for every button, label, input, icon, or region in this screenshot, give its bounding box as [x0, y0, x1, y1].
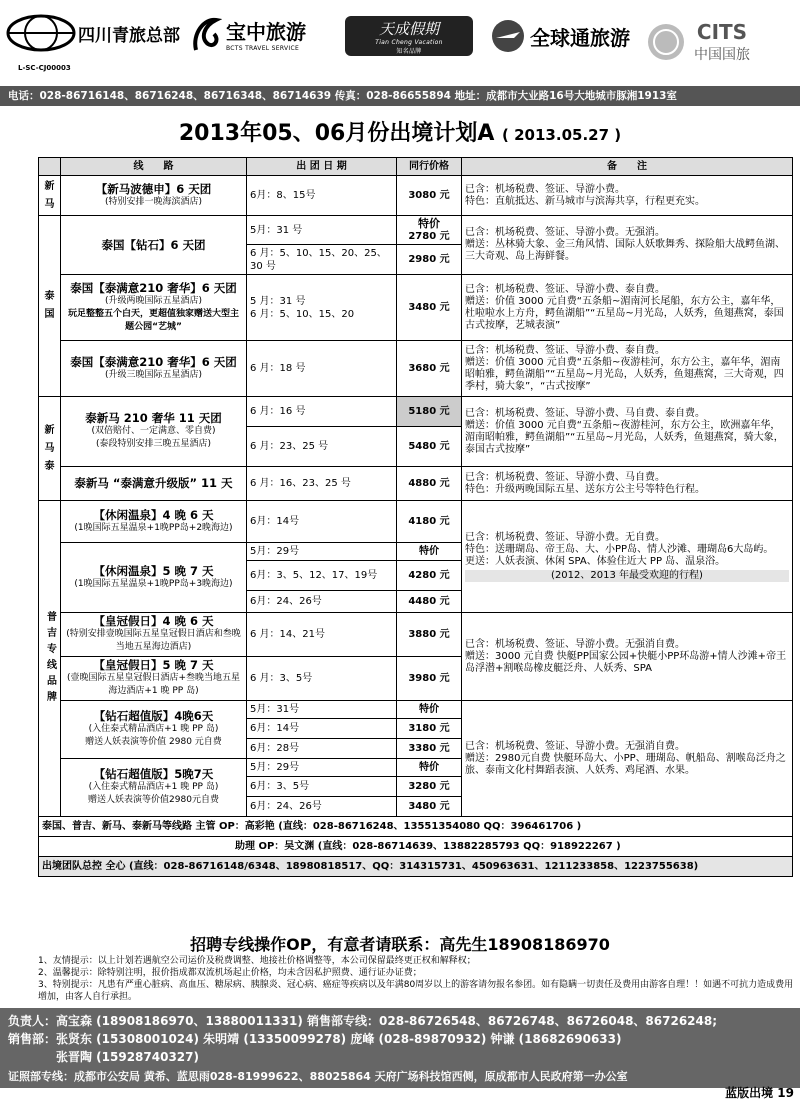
price-cell: 4280 元 [397, 561, 462, 591]
table-row [39, 501, 793, 543]
price-cell: 特价 [397, 543, 462, 561]
tip-line: 2、温馨提示：除特别注明，报价指成都双流机场起止价格，均未含因私护照费、通行证办证费； [38, 968, 422, 978]
header-route: 线 路 [61, 158, 247, 176]
route-extra: 玩足整整五个白天，更超值独家赠送大型主题公园“艺城” [67, 308, 239, 332]
price-cell: 3080 元 [397, 176, 462, 216]
op-row [39, 817, 793, 837]
tip-line: 1、友情提示：以上计划若遇航空公司运价及税费调整、地接社价格调整等，本公司保留最终更正权和解释权； [38, 956, 476, 966]
date-cell: 6 月：23、25 号 [247, 427, 397, 467]
title-date: ( 2013.05.27 ) [502, 126, 622, 144]
staff-bar [0, 1008, 800, 1088]
remark-cell [462, 176, 793, 216]
staff-line: 负责人：高宝森 (18908186970、13880011331) 销售部专线：028-86726548、86726748、86726048、86726248; [8, 1014, 718, 1028]
date-line: 6 月：5、10、15、20 [250, 308, 355, 320]
remark-line: 赠送：价值 3000 元自费“五条船~湄南河长尾船，东方公主，嘉年华，杜啦啦水上方舟，鳄鱼湖船”“五星岛~月光岛，人妖秀，鱼翅燕窝，泰国古式按摩，艺城表演” [465, 295, 784, 331]
price-cell: 4880 元 [397, 467, 462, 501]
remark-cell [462, 501, 793, 613]
logo-name: 宝中旅游 [226, 20, 306, 44]
route-note: (1晚国际五星温泉+1晚PP岛+3晚海边) [74, 578, 233, 589]
route-note: (1晚国际五星温泉+1晚PP岛+2晚海边) [74, 522, 233, 533]
table-row [39, 613, 793, 657]
remark-line: 特色：直航抵达、新马城市与滨海共享，行程更充实。 [465, 195, 705, 207]
remark-line: 已含：机场税费、签证、导游小费、泰自费。 [465, 283, 665, 295]
route-cell [61, 275, 247, 341]
date-cell: 6 月：5、10、15、20、25、30 号 [247, 245, 397, 275]
page-title [0, 116, 800, 147]
plane-globe-icon [490, 18, 526, 54]
remark-line: 赠送：丛林骑大象、金三角风情、国际人妖歌舞秀、探险船大战鳄鱼湖、三大奇观、岛上海鲜餐。 [465, 239, 785, 262]
price-cell: 5480 元 [397, 427, 462, 467]
remark-line: 已含：机场税费、签证、导游小费、马自费。 [465, 471, 665, 483]
globe-logo-icon [6, 14, 76, 52]
remark-cell [462, 397, 793, 467]
table-row [39, 397, 793, 427]
cits-emblem-icon [642, 22, 690, 62]
logo-sub: Tian Cheng Vacation [375, 38, 443, 46]
remark-line: 已含：机场税费、签证、导游小费。无强消自费。 [465, 740, 685, 752]
header-remarks: 备 注 [462, 158, 793, 176]
route-note: (升级两晚国际五星酒店) [104, 295, 203, 306]
table-row [39, 701, 793, 719]
route-title: 【钻石超值版】4晚6天 [93, 709, 214, 723]
price-cell: 3480 元 [397, 275, 462, 341]
region-cell: 新马 [39, 176, 61, 216]
logo-sub2: 知名品牌 [396, 47, 422, 55]
route-note: (特别安排一晚海滨酒店) [104, 196, 203, 207]
table-row [39, 216, 793, 245]
date-cell: 6月：24、26号 [247, 591, 397, 613]
price-cell: 3180 元 [397, 719, 462, 739]
logo-quanqiutong [490, 18, 630, 54]
remark-line: 已含：机场税费、签证、导游小费。无自费。 [465, 531, 665, 543]
remark-line: 特色：升级两晚国际五星、送东方公主号等特色行程。 [465, 483, 705, 495]
route-note: (双倍赔付、一定满意、零自费) [91, 426, 216, 436]
remark-cell [462, 701, 793, 817]
logo-name: 四川青旅总部 [78, 25, 180, 46]
recruit-banner: 招聘专线操作OP，有意者请联系：高先生18908186970 [190, 935, 610, 954]
price-cell: 3280 元 [397, 777, 462, 797]
route-note: (泰段特别安排三晚五星酒店) [95, 439, 212, 449]
route-title: 泰国【钻石】6 天团 [101, 237, 206, 252]
header-blank [39, 158, 61, 176]
price-cell: 3880 元 [397, 613, 462, 657]
remark-cell [462, 341, 793, 397]
price-cell [397, 216, 462, 245]
op-contact: 泰国、普吉、新马、泰新马等线路 主管 OP：高彩艳 (直线：028-86716248、13551354080 QQ：396461706 ) [39, 817, 793, 837]
remark-cell [462, 275, 793, 341]
logo-baozhong [190, 14, 306, 54]
region-cell: 新马泰 [39, 397, 61, 501]
route-title: 【休闲温泉】5 晚 7 天 [93, 563, 214, 578]
op-row [39, 837, 793, 857]
table-header [39, 158, 793, 176]
route-cell [61, 216, 247, 275]
date-cell: 6月：3、5、12、17、19号 [247, 561, 397, 591]
price-cell: 3680 元 [397, 341, 462, 397]
route-note: (壹晚国际五星皇冠假日酒店+叁晚当地五星海边酒店+1 晚 PP 岛) [66, 673, 241, 696]
price-cell: 3380 元 [397, 739, 462, 759]
license-code: L-SC-CJ00003 [18, 64, 71, 72]
header-dates: 出 团 日 期 [247, 158, 397, 176]
route-gift: 赠送人妖表演等价值 2980 元自费 [85, 737, 222, 747]
route-cell [61, 176, 247, 216]
remark-line: 已含：机场税费、签证、导游小费。无强消。 [465, 227, 665, 238]
price-cell: 4480 元 [397, 591, 462, 613]
date-cell: 6月：24、26号 [247, 797, 397, 817]
date-cell: 6 月：16 号 [247, 397, 397, 427]
price-cell: 4180 元 [397, 501, 462, 543]
page-number: 蓝版出境 19 [725, 1086, 794, 1100]
remark-line: 已含：机场税费、签证、导游小费、泰自费。 [465, 344, 665, 356]
route-cell [61, 397, 247, 467]
logo-name: 天成假期 [378, 19, 439, 38]
b-swirl-icon [190, 14, 222, 54]
route-cell [61, 657, 247, 701]
logo-cits [642, 20, 750, 64]
op-assistant: 助理 OP：吴文渊 (直线：028-86714639、13882285793 QQ：918922267 ) [39, 837, 793, 857]
plan-table [38, 157, 793, 877]
date-cell: 6月：8、15号 [247, 176, 397, 216]
price-value: 2780 元 [408, 231, 450, 242]
route-cell [61, 341, 247, 397]
route-title: 泰国【泰满意210 奢华】6 天团 [70, 280, 237, 295]
tips-section [38, 955, 798, 1003]
remark-line: 已含：机场税费、签证、导游小费、马自费、泰自费。 [465, 407, 705, 419]
remark-cell [462, 216, 793, 275]
remark-line: 赠送：3000 元自费 快艇PP国家公园+快艇小PP环岛游+情人沙滩+帝王岛浮潜+割喉岛橡皮艇泛舟、人妖秀、SPA [465, 650, 787, 674]
route-title: 【新马波德申】6 天团 [95, 181, 212, 196]
date-cell [247, 275, 397, 341]
route-cell [61, 467, 247, 501]
table-row [39, 176, 793, 216]
route-note: (升级三晚国际五星酒店) [104, 369, 203, 380]
staff-line: 张晋陶 (15928740327) [8, 1050, 199, 1064]
remark-line: 赠送：2980元自费 快艇环岛大、小PP、珊瑚岛、帆船岛、割喉岛泛舟之旅、泰南文化村舞蹈表演、人妖秀、鸡尾酒、水果。 [465, 752, 786, 776]
price-cell: 3980 元 [397, 657, 462, 701]
ctrl-row [39, 857, 793, 877]
date-cell: 6月：3、5号 [247, 777, 397, 797]
route-cell [61, 613, 247, 657]
logo-tiancheng [345, 16, 473, 56]
contact-bar: 电话：028-86716148、86716248、86716348、86714639 传真：028-86655894 地址：成都市大业路16号大地城市豚湘1913室 [0, 86, 800, 106]
route-title: 【钻石超值版】5晚7天 [93, 767, 214, 781]
logo-sichuan-youth [6, 14, 180, 52]
remark-cell [462, 613, 793, 701]
date-cell: 6 月：18 号 [247, 341, 397, 397]
remark-line: 已含：机场税费、签证、导游小费。 [465, 183, 625, 195]
logo-name: CITS [696, 20, 748, 44]
price-cell: 2980 元 [397, 245, 462, 275]
remark-line: 赠送：价值 3000 元自费“五条船~夜游桂河，东方公主，嘉年华，湄南昭帕雅，鳄鱼湖船”“五星岛~月光岛，人妖秀，鱼翅燕窝，三大奇观，四季村，骑大象”，“古式按摩” [465, 356, 784, 392]
title-main: 2013年05、06月份出境计划A [178, 121, 495, 146]
table-row [39, 275, 793, 341]
route-cell [61, 701, 247, 759]
price-cell: 3480 元 [397, 797, 462, 817]
remark-highlight: (2012、2013 年最受欢迎的行程) [465, 570, 789, 582]
tip-line: 3、特别提示：凡患有严重心脏病、高血压、糖尿病、胰腺炎、冠心病、癌症等疾病以及年满80周岁以上的游客请勿报名参团。如有隐瞒一切责任及费用由游客自理！！如遇不可抗力造成费用增加，由客人自行承担。 [38, 980, 794, 1002]
route-cell [61, 501, 247, 543]
date-cell: 5月：29号 [247, 543, 397, 561]
remark-line: 特色：送珊瑚岛、帝王岛、大、小PP岛、情人沙滩、珊瑚岛6大岛屿。 [465, 543, 774, 555]
route-gift: 赠送人妖表演等价值2980元自费 [88, 795, 219, 805]
date-cell: 5月：29号 [247, 759, 397, 777]
price-cell: 特价 [397, 701, 462, 719]
route-cell [61, 759, 247, 817]
logo-bar [0, 0, 800, 78]
remark-line: 已含：机场税费、签证、导游小费。无强消自费。 [465, 638, 685, 650]
logo-sub: BCTS TRAVEL SERVICE [226, 45, 300, 52]
date-line: 5 月：31 号 [250, 295, 306, 307]
date-cell: 6 月：16、23、25 号 [247, 467, 397, 501]
route-title: 泰国【泰满意210 奢华】6 天团 [70, 354, 237, 369]
date-cell: 6月：28号 [247, 739, 397, 759]
remark-cell [462, 467, 793, 501]
staff-line: 证照部专线：成都市公安局 黄希、蓝思雨028-81999622、88025864 天府广场科技馆西侧，原成都市人民政府第一办公室 [8, 1070, 628, 1083]
table-row [39, 467, 793, 501]
route-note: (入住泰式精品酒店+1 晚 PP 岛) [88, 724, 219, 734]
route-cell [61, 543, 247, 613]
price-cell: 5180 元 [397, 397, 462, 427]
price-tag: 特价 [418, 217, 440, 230]
date-cell: 5月：31号 [247, 701, 397, 719]
logo-sub: 中国国旅 [694, 47, 750, 63]
date-cell: 6 月：14、21号 [247, 613, 397, 657]
date-cell: 5月：31 号 [247, 216, 397, 245]
route-title: 【休闲温泉】4 晚 6 天 [93, 507, 214, 522]
logo-name: 全球通旅游 [530, 25, 630, 50]
price-cell: 特价 [397, 759, 462, 777]
remark-line: 赠送：价值 3000 元自费“五条船~夜游桂河，东方公主，欧洲嘉年华，湄南昭帕雅，鳄鱼湖船”“五星岛~月光岛，人妖秀，鱼翅燕窝，骑大象，泰国古式按摩” [465, 419, 784, 455]
route-title: 泰新马 “泰满意升级版” 11 天 [74, 476, 233, 490]
staff-line: 销售部：张贤东 (15308001024) 朱明靖 (13350099278) 庞峰 (028-89870932) 钟谦 (18682690633) [8, 1032, 622, 1046]
date-cell: 6 月：3、5号 [247, 657, 397, 701]
route-note: (特别安排壹晚国际五星皇冠假日酒店和叁晚当地五星海边酒店) [66, 629, 241, 652]
route-title: 【皇冠假日】5 晚 7 天 [93, 658, 214, 672]
date-cell: 6月：14号 [247, 719, 397, 739]
route-title: 【皇冠假日】4 晚 6 天 [93, 614, 214, 628]
route-title: 泰新马 210 奢华 11 天团 [85, 411, 222, 425]
region-cell: 普吉专线品牌 [39, 501, 61, 817]
table-row [39, 341, 793, 397]
date-cell: 6月：14号 [247, 501, 397, 543]
region-cell: 泰国 [39, 216, 61, 397]
header-price: 同行价格 [397, 158, 462, 176]
remark-line: 更送：人妖表演、休闲 SPA、体验住近大 PP 岛、温泉浴。 [465, 555, 726, 567]
route-note: (入住泰式精品酒店+1 晚 PP 岛) [88, 782, 219, 792]
ctrl-contact: 出境团队总控 全心 (直线：028-86716148/6348、18980818517、QQ：314315731、450963631、1211233858、1223755638) [39, 857, 793, 877]
